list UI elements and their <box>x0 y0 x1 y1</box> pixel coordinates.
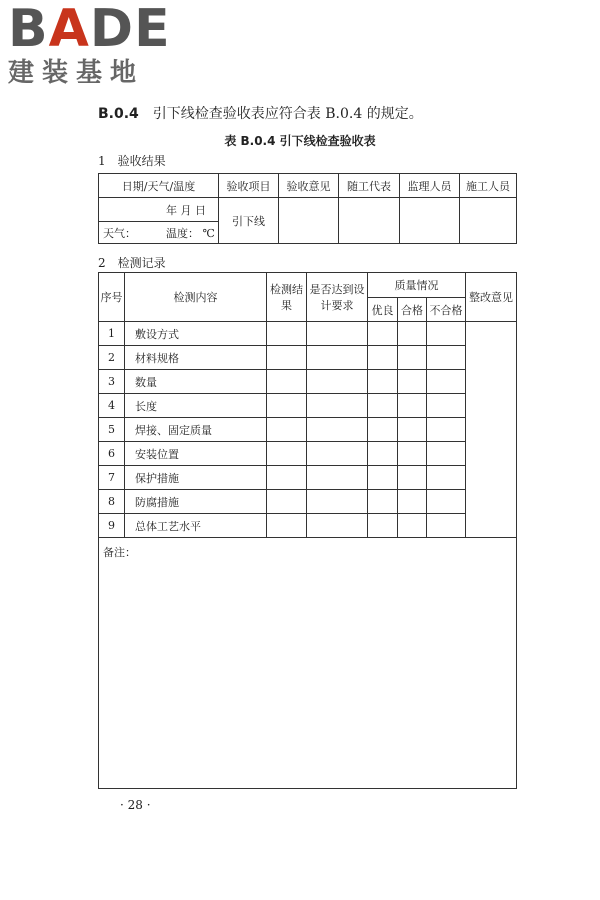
weather-temp-cell <box>99 222 219 244</box>
representative-cell <box>339 198 400 244</box>
logo-subtitle: 建装基地 <box>8 58 145 88</box>
header-excellent: 优良 <box>368 298 398 322</box>
remarks-cell <box>99 538 517 789</box>
clause-text: 引下线检查验收表应符合表 B.0.4 的规定。 <box>152 106 423 122</box>
weather-label: 天气： <box>103 226 136 240</box>
remarks-label: 备注： <box>103 546 136 559</box>
header-site-representative: 随工代表 <box>339 174 400 198</box>
header-acceptance-item: 验收项目 <box>219 174 279 198</box>
header-acceptance-opinion: 验收意见 <box>279 174 339 198</box>
rectification-cell <box>466 322 517 538</box>
inspection-table <box>98 272 517 789</box>
table-row: 1 敷设方式 <box>99 322 517 346</box>
construction-cell <box>460 198 517 244</box>
table-row: 4 长度 <box>99 394 517 418</box>
header-fail: 不合格 <box>427 298 466 322</box>
acceptance-item-cell: 引下线 <box>219 198 279 244</box>
section-inspection-heading: 2 检测记录 <box>98 256 166 270</box>
opinion-cell <box>279 198 339 244</box>
header-date-weather-temp: 日期/天气/温度 <box>99 174 219 198</box>
logo <box>8 2 178 92</box>
logo-brand: BADE <box>8 0 171 59</box>
table-row: 2 材料规格 <box>99 346 517 370</box>
temp-label: 温度： ℃ <box>166 226 215 240</box>
table-row: 8 防腐措施 <box>99 490 517 514</box>
header-result: 检测结果 <box>267 273 307 322</box>
clause-number: B.0.4 <box>98 106 139 122</box>
clause <box>98 103 423 123</box>
header-quality: 质量情况 <box>368 273 466 298</box>
header-rectification: 整改意见 <box>466 273 517 322</box>
header-construction-staff: 施工人员 <box>460 174 517 198</box>
table-row: 7 保护措施 <box>99 466 517 490</box>
table-row: 9 总体工艺水平 <box>99 514 517 538</box>
date-cell: 年 月 日 <box>99 198 219 222</box>
section-acceptance-heading: 1 验收结果 <box>98 154 166 168</box>
table-row: 6 安装位置 <box>99 442 517 466</box>
header-pass: 合格 <box>398 298 427 322</box>
acceptance-table <box>98 173 517 244</box>
header-supervisor: 监理人员 <box>400 174 460 198</box>
header-seq: 序号 <box>99 273 125 322</box>
supervisor-cell <box>400 198 460 244</box>
header-meets-design: 是否达到设计要求 <box>307 273 368 322</box>
header-content: 检测内容 <box>125 273 267 322</box>
table-row: 5 焊接、固定质量 <box>99 418 517 442</box>
table-row: 3 数量 <box>99 370 517 394</box>
table-title: 表 B.0.4 引下线检查验收表 <box>224 134 376 148</box>
page-number: · 28 · <box>120 798 151 812</box>
